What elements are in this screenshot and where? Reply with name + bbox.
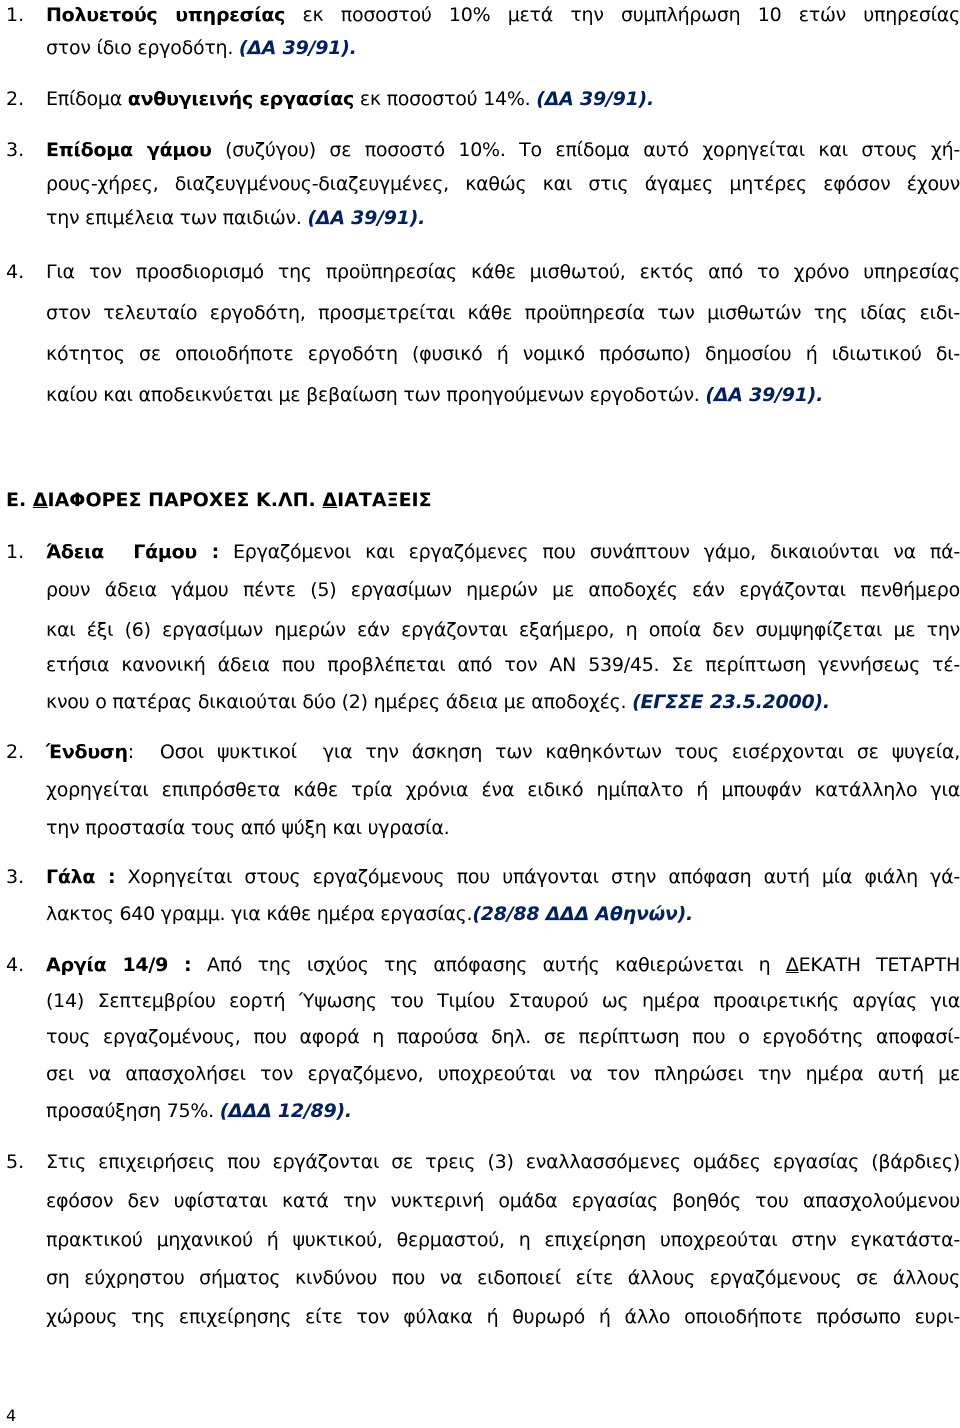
text: εκ ποσοστού 14%. — [354, 88, 537, 110]
list-item-line: ετήσια κανονική άδεια που προβλέπεται από τον ΑΝ 539/45. Σε περίπτωση γεννήσεως τέ- — [46, 654, 960, 676]
list-item-line — [46, 540, 960, 564]
list-number: 4. — [6, 954, 25, 976]
list-item-line — [46, 953, 960, 977]
list-item-line: στον τελευταίο εργοδότη, προσμετρείται κάθε προϋπηρεσία των μισθωτών της ιδίας ειδι- — [46, 302, 960, 324]
section-heading — [6, 488, 432, 512]
list-item-line: ρουν άδεια γάμου πέντε (5) εργασίμων ημερών με αποδοχές εάν εργάζονται πενθήμερο — [46, 579, 960, 601]
list-item-line — [46, 383, 960, 407]
bold-term: Αργία 14/9 : — [46, 954, 192, 976]
list-number: 2. — [6, 88, 25, 110]
list-item-line: εφόσον δεν υφίσταται κατά την νυκτερινή ομάδα εργασίας βοηθός του απασχολούμενου — [46, 1190, 960, 1212]
bold-term: Επίδομα γάμου — [46, 139, 212, 161]
list-item-line — [46, 902, 960, 926]
text: (συζύγου) σε ποσοστό 10%. Το επίδομα αυτό χορηγείται και στους χή- — [211, 139, 960, 161]
text: ΙΑΤΑΞΕΙΣ — [337, 489, 432, 511]
text: ΙΑΦΟΡΕΣ ΠΑΡΟΧΕΣ Κ.ΛΠ. — [47, 489, 323, 511]
list-item-line: Για τον προσδιορισμό της προϋπηρεσίας κάθε μισθωτού, εκτός από το χρόνο υπηρεσίας — [46, 261, 960, 283]
text: λακτος 640 γραμμ. για κάθε ημέρα εργασίας. — [46, 903, 473, 925]
bold-term: Άδεια Γάμου : — [46, 541, 219, 563]
list-item-line: και έξι (6) εργασίμων ημερών εάν εργάζονται εξαήμερο, η οποία δεν συμψηφίζεται με την — [46, 619, 960, 641]
list-item-line — [46, 36, 960, 60]
list-item-line — [46, 740, 960, 764]
list-number: 1. — [6, 4, 25, 26]
text: Δ — [785, 954, 799, 976]
page-number: 4 — [6, 1406, 17, 1425]
reference: (ΕΓΣΣΕ 23.5.2000). — [632, 691, 830, 713]
text: προσαύξηση 75%. — [46, 1100, 220, 1122]
list-number: 5. — [6, 1151, 25, 1173]
text: την επιμέλεια των παιδιών. — [46, 207, 308, 229]
list-item-line: τους εργαζομένους, που αφορά η παρούσα δηλ. σε περίπτωση που ο εργοδότης αποφασί- — [46, 1026, 960, 1048]
list-item-line — [46, 206, 960, 230]
bold-term: Ένδυση — [46, 741, 128, 763]
list-item-line: ση εύχρηστου σήματος κινδύνου που να ειδοποιεί είτε άλλους εργαζόμενους σε άλλους — [46, 1267, 960, 1289]
text: ΕΚΑΤΗ ΤΕΤΑΡΤΗ — [798, 954, 960, 976]
bold-term: Γάλα : — [46, 866, 116, 888]
reference: (ΔΑ 39/91). — [705, 384, 824, 406]
list-item-line: Στις επιχειρήσεις που εργάζονται σε τρεις (3) εναλλασσόμενες ομάδες εργασίας (βάρδιες) — [46, 1151, 960, 1173]
reference: (ΔΑ 39/91). — [536, 88, 654, 110]
text: Δ — [322, 489, 338, 511]
list-item-line — [46, 138, 960, 162]
list-item-line: χώρους της επιχείρησης είτε τον φύλακα ή θυρωρό ή άλλο οποιοδήποτε πρόσωπο ευρι- — [46, 1306, 960, 1328]
list-number: 3. — [6, 866, 25, 888]
list-item-line — [46, 3, 960, 27]
text: καίου και αποδεικνύεται με βεβαίωση των προηγούμενων εργοδοτών. — [46, 384, 706, 406]
bold-term: Πολυετούς υπηρεσίας — [46, 4, 286, 26]
text: κνου ο πατέρας δικαιούται δύο (2) ημέρες άδεια με αποδοχές. — [46, 691, 633, 713]
text: Ε. — [6, 489, 33, 511]
text: εκ ποσοστού 10% μετά την συμπλήρωση 10 ετών υπηρεσίας — [285, 4, 960, 26]
list-item-line — [46, 690, 960, 714]
list-item-line: χορηγείται επιπρόσθετα κάθε τρία χρόνια ένα ειδικό ημίπαλτο ή μπουφάν κατάλληλο για — [46, 779, 960, 801]
text: Εργαζόμενοι και εργαζόμενες που συνάπτουν γάμο, δικαιούνται να πά- — [218, 541, 960, 563]
list-item-line: ρους-χήρες, διαζευγμένους-διαζευγμένες, καθώς και στις άγαμες μητέρες εφόσον έχουν — [46, 173, 960, 195]
reference: (ΔΑ 39/91). — [307, 207, 426, 229]
list-number: 1. — [6, 541, 25, 563]
reference: (ΔΑ 39/91). — [238, 37, 357, 59]
text: Δ — [32, 489, 48, 511]
list-item-line — [46, 1099, 960, 1123]
list-item-line: σει να απασχολήσει τον εργαζόμενο, υποχρεούται να τον πληρώσει την ημέρα αυτή με — [46, 1063, 960, 1085]
text: Χορηγείται στους εργαζόμενους που υπάγονται στην απόφαση αυτή μία φιάλη γά- — [115, 866, 960, 888]
list-item-line: πρακτικού μηχανικού ή ψυκτικού, θερμαστού, η επιχείρηση υποχρεούται στην εγκατάστα- — [46, 1229, 960, 1251]
text: : Οσοι ψυκτικοί για την άσκηση των καθηκόντων τους εισέρχονται σε ψυγεία, — [127, 741, 960, 763]
text: στον ίδιο εργοδότη. — [46, 37, 239, 59]
text: Από της ισχύος της απόφασης αυτής καθιερώνεται η — [191, 954, 786, 976]
list-number: 4. — [6, 261, 25, 283]
bold-term: ανθυγιεινής εργασίας — [127, 88, 355, 110]
list-number: 2. — [6, 741, 25, 763]
reference: (28/88 ΔΔΔ Αθηνών). — [472, 903, 694, 925]
list-item-line: κότητος σε οποιοδήποτε εργοδότη (φυσικό ή νομικό πρόσωπο) δημοσίου ή ιδιωτικού δι- — [46, 343, 960, 365]
list-number: 3. — [6, 139, 25, 161]
text: Επίδομα — [46, 88, 128, 110]
list-item-line: την προστασία τους από ψύξη και υγρασία. — [46, 817, 450, 839]
reference: (ΔΔΔ 12/89). — [219, 1100, 352, 1122]
list-item-line — [46, 87, 960, 111]
list-item-line: (14) Σεπτεμβρίου εορτή Ύψωσης του Τιμίου Σταυρού ως ημέρα προαιρετικής αργίας για — [46, 990, 960, 1012]
list-item-line — [46, 865, 960, 889]
